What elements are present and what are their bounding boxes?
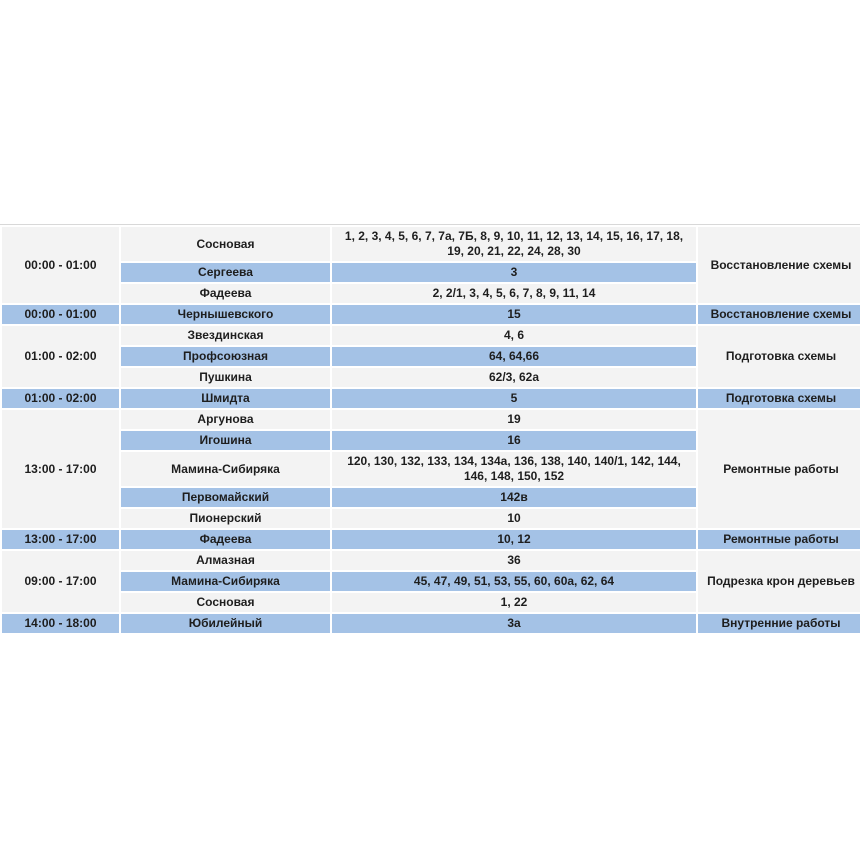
time-cell: 09:00 - 17:00 <box>2 551 119 612</box>
street-cell: Мамина-Сибиряка <box>121 452 330 486</box>
houses-cell: 2, 2/1, 3, 4, 5, 6, 7, 8, 9, 11, 14 <box>332 284 696 303</box>
houses-cell: 64, 64,66 <box>332 347 696 366</box>
street-cell: Пионерский <box>121 509 330 528</box>
houses-cell: 3а <box>332 614 696 633</box>
table-row <box>2 530 860 549</box>
street-cell: Аргунова <box>121 410 330 429</box>
reason-cell: Восстановление схемы <box>698 305 860 324</box>
time-cell: 13:00 - 17:00 <box>2 530 119 549</box>
reason-cell: Ремонтные работы <box>698 530 860 549</box>
reason-cell: Подрезка крон деревьев <box>698 551 860 612</box>
houses-cell: 45, 47, 49, 51, 53, 55, 60, 60а, 62, 64 <box>332 572 696 591</box>
houses-cell: 4, 6 <box>332 326 696 345</box>
street-cell: Фадеева <box>121 530 330 549</box>
houses-cell: 1, 22 <box>332 593 696 612</box>
houses-cell: 10, 12 <box>332 530 696 549</box>
table-row <box>2 326 860 345</box>
time-cell: 14:00 - 18:00 <box>2 614 119 633</box>
street-cell: Сергеева <box>121 263 330 282</box>
houses-cell: 15 <box>332 305 696 324</box>
houses-cell: 3 <box>332 263 696 282</box>
houses-cell: 120, 130, 132, 133, 134, 134а, 136, 138, 140, 140/1, 142, 144, 146, 148, 150, 152 <box>332 452 696 486</box>
time-cell: 13:00 - 17:00 <box>2 410 119 528</box>
street-cell: Сосновая <box>121 227 330 261</box>
houses-cell: 16 <box>332 431 696 450</box>
time-cell: 01:00 - 02:00 <box>2 326 119 387</box>
street-cell: Фадеева <box>121 284 330 303</box>
reason-cell: Подготовка схемы <box>698 389 860 408</box>
table-row <box>2 389 860 408</box>
time-cell: 00:00 - 01:00 <box>2 227 119 303</box>
reason-cell: Ремонтные работы <box>698 410 860 528</box>
street-cell: Пушкина <box>121 368 330 387</box>
table-row <box>2 305 860 324</box>
street-cell: Шмидта <box>121 389 330 408</box>
houses-cell: 5 <box>332 389 696 408</box>
reason-cell: Восстановление схемы <box>698 227 860 303</box>
houses-cell: 19 <box>332 410 696 429</box>
street-cell: Игошина <box>121 431 330 450</box>
street-cell: Сосновая <box>121 593 330 612</box>
table-row <box>2 227 860 261</box>
reason-cell: Подготовка схемы <box>698 326 860 387</box>
reason-cell: Внутренние работы <box>698 614 860 633</box>
street-cell: Чернышевского <box>121 305 330 324</box>
street-cell: Звездинская <box>121 326 330 345</box>
street-cell: Профсоюзная <box>121 347 330 366</box>
street-cell: Первомайский <box>121 488 330 507</box>
outage-schedule-table <box>0 224 860 635</box>
houses-cell: 36 <box>332 551 696 570</box>
street-cell: Мамина-Сибиряка <box>121 572 330 591</box>
street-cell: Юбилейный <box>121 614 330 633</box>
houses-cell: 10 <box>332 509 696 528</box>
table-row <box>2 551 860 570</box>
time-cell: 00:00 - 01:00 <box>2 305 119 324</box>
street-cell: Алмазная <box>121 551 330 570</box>
houses-cell: 142в <box>332 488 696 507</box>
time-cell: 01:00 - 02:00 <box>2 389 119 408</box>
houses-cell: 62/3, 62а <box>332 368 696 387</box>
table-row <box>2 410 860 429</box>
houses-cell: 1, 2, 3, 4, 5, 6, 7, 7а, 7Б, 8, 9, 10, 11, 12, 13, 14, 15, 16, 17, 18, 19, 20, 21, 22, 24, 28, 30 <box>332 227 696 261</box>
table-row <box>2 614 860 633</box>
